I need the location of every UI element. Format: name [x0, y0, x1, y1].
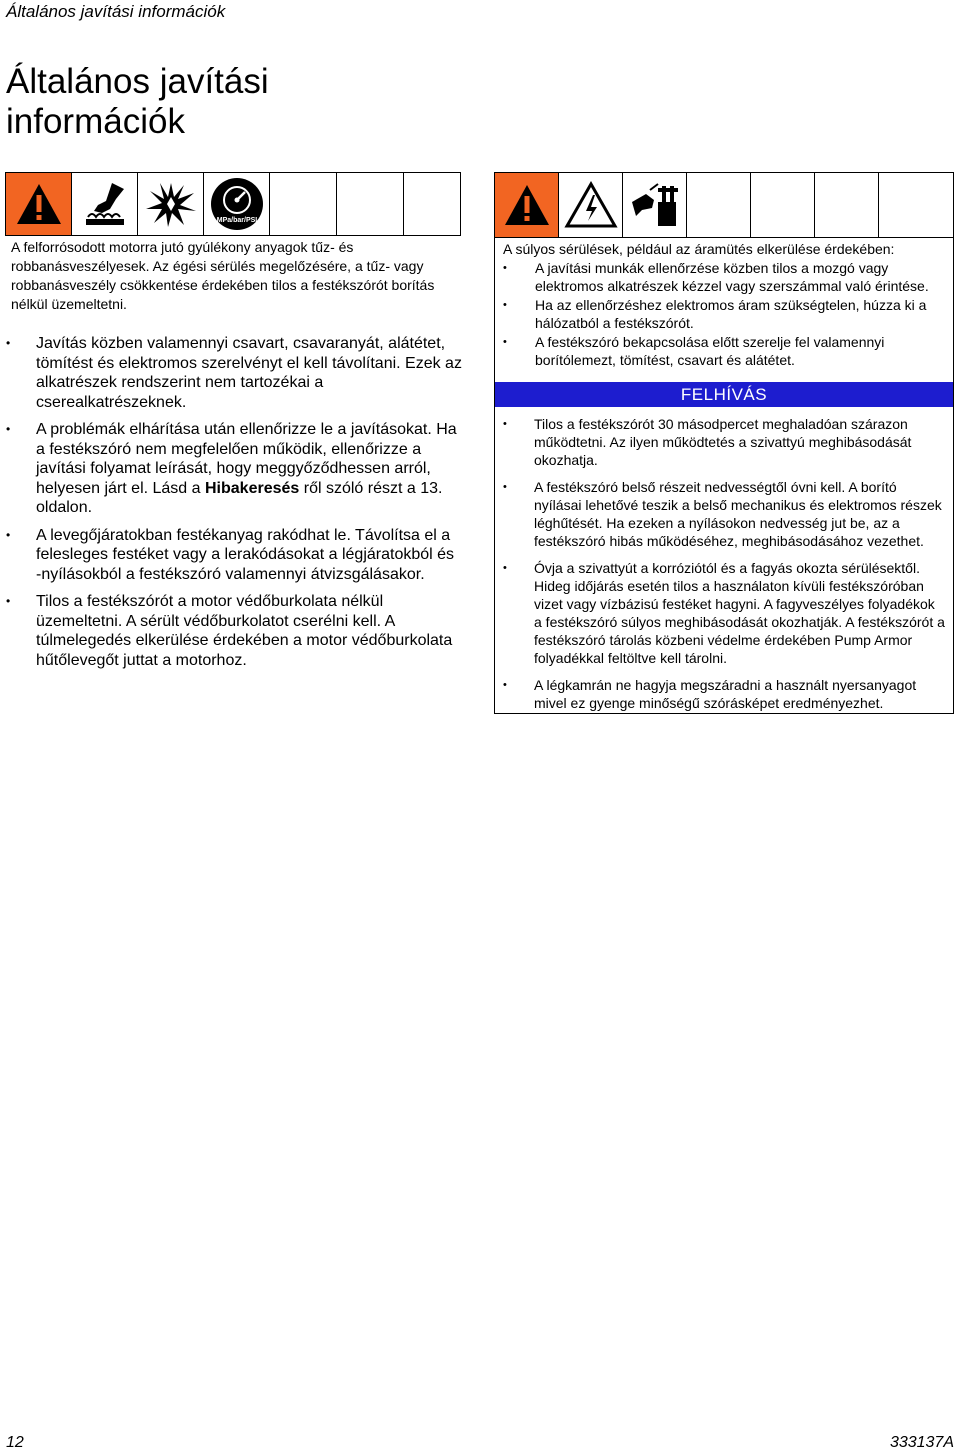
empty-icon-cell	[270, 173, 460, 235]
notice-banner: FELHÍVÁS	[495, 382, 953, 407]
list-item: • A légkamrán ne hagyja megszáradni a használt nyersanyagot mivel ez gyenge minőségű szórásképet eredményezhet.	[503, 676, 917, 711]
list-item: • Tilos a festékszórót 30 másodpercet meghaladóan szárazon működtetni. Az ilyen működtetés a szivattyú meghibásodását okozhatja.	[503, 415, 912, 468]
page-number: 12	[6, 1434, 24, 1451]
empty-icon-cell	[879, 173, 953, 237]
list-item: • A festékszóró belső részeit nedvességtől óvni kell. A borító nyílásai lehetővé teszik a belső mechanikus és elektromos részek léghűtését. Ha ezeken a nyílásokon nedvesség jut be, az a festékszóró hibás működéséhez, meghibásodásához vezethet.	[503, 478, 942, 549]
document-number: 333137A	[889, 1434, 954, 1451]
warning-text: A felforrósodott motorra jutó gyúlékony anyagok tűz- és robbanásveszélyesek. Az égési sérülés megelőzésére, a tűz- vagy robbanásveszély csökkentése érdekében tilos a festékszórót borítás nélkül üzemeltetni.	[11, 239, 435, 312]
running-header: Általános javítási információk	[6, 2, 226, 21]
list-item: • Ha az ellenőrzéshez elektromos áram szükségtelen, húzza ki a hálózatból a festékszórót.	[503, 296, 927, 331]
notice-bullet-list	[495, 415, 953, 712]
shock-warning-box	[494, 172, 954, 714]
empty-icon-cell	[687, 173, 751, 237]
gauge-label: MPa/bar/PSI	[216, 217, 257, 224]
page-title: Általános javítási információk	[6, 62, 269, 141]
hot-surface-icon	[72, 173, 138, 235]
pressure-gauge-icon	[204, 173, 270, 235]
electric-shock-icon	[559, 173, 623, 237]
cross-reference: Hibakeresés	[205, 479, 300, 497]
general-warning-icon	[495, 173, 559, 237]
list-item: • A festékszóró bekapcsolása előtt szerelje fel valamennyi borítólemezt, tömítést, csavart és alátétet.	[503, 333, 885, 368]
list-item: • A problémák elhárítása után ellenőrizze le a javításokat. Ha a festékszóró nem megfelelően működik, ellenőrizze a javítási folyamat leírását, hogy meggyőződhessen arról, helyesen járt el. Lásd a Hibakeresés ről szóló részt a 13. oldalon.	[6, 421, 457, 516]
list-item: • Tilos a festékszórót a motor védőburkolata nélkül üzemeltetni. A sérült védőburkolatot cserélni kell. A túlmelegedés elkerülése érdekében a motor védőburkolata hűtőlevegőt juttat a motorhoz.	[6, 593, 453, 669]
warning-intro: A súlyos sérülések, például az áramütés elkerülése érdekében:	[503, 241, 895, 257]
fire-explosion-warning-box	[5, 172, 461, 315]
left-bullet-list	[6, 334, 462, 678]
list-item: • Javítás közben valamennyi csavart, csavaranyát, alátétet, tömítést és elektromos szerelvényt el kell távolítani. Ezek az alkatrészek rendszerint nem tartozékai a cserealkatrészeknek.	[6, 335, 462, 411]
warning-icon-row	[495, 173, 953, 238]
list-item: • A levegőjáratokban festékanyag rakódhat le. Távolítsa el a felesleges festéket vagy a lerakódásokat a légjáratokból és -nyílásokból a festékszóró valamennyi átvizsgálásakor.	[6, 526, 455, 583]
warning-bullet-list	[495, 259, 953, 370]
list-item: • A javítási munkák ellenőrzése közben tilos a mozgó vagy elektromos alkatrészek kézzel vagy szerszámmal való érintése.	[503, 259, 929, 294]
empty-icon-cell	[815, 173, 879, 237]
empty-icon-cell	[751, 173, 815, 237]
general-warning-icon	[6, 173, 72, 235]
list-item: • Óvja a szivattyút a korróziótól és a fagyás okozta sérülésektől. Hideg időjárás esetén tilos a használaton kívüli festékszóróban vizet vagy vízbázisú festéket hagyni. A fagyveszélyes folyadékok a festékszóró súlyos meghibásodását okozhatják. A festékszórót a festékszóró tárolás közbeni védelme érdekében Pump Armor folyadékkal feltöltve kell tárolni.	[503, 559, 945, 666]
warning-icon-row	[5, 172, 461, 236]
moving-parts-icon	[623, 173, 687, 237]
explosion-icon	[138, 173, 204, 235]
